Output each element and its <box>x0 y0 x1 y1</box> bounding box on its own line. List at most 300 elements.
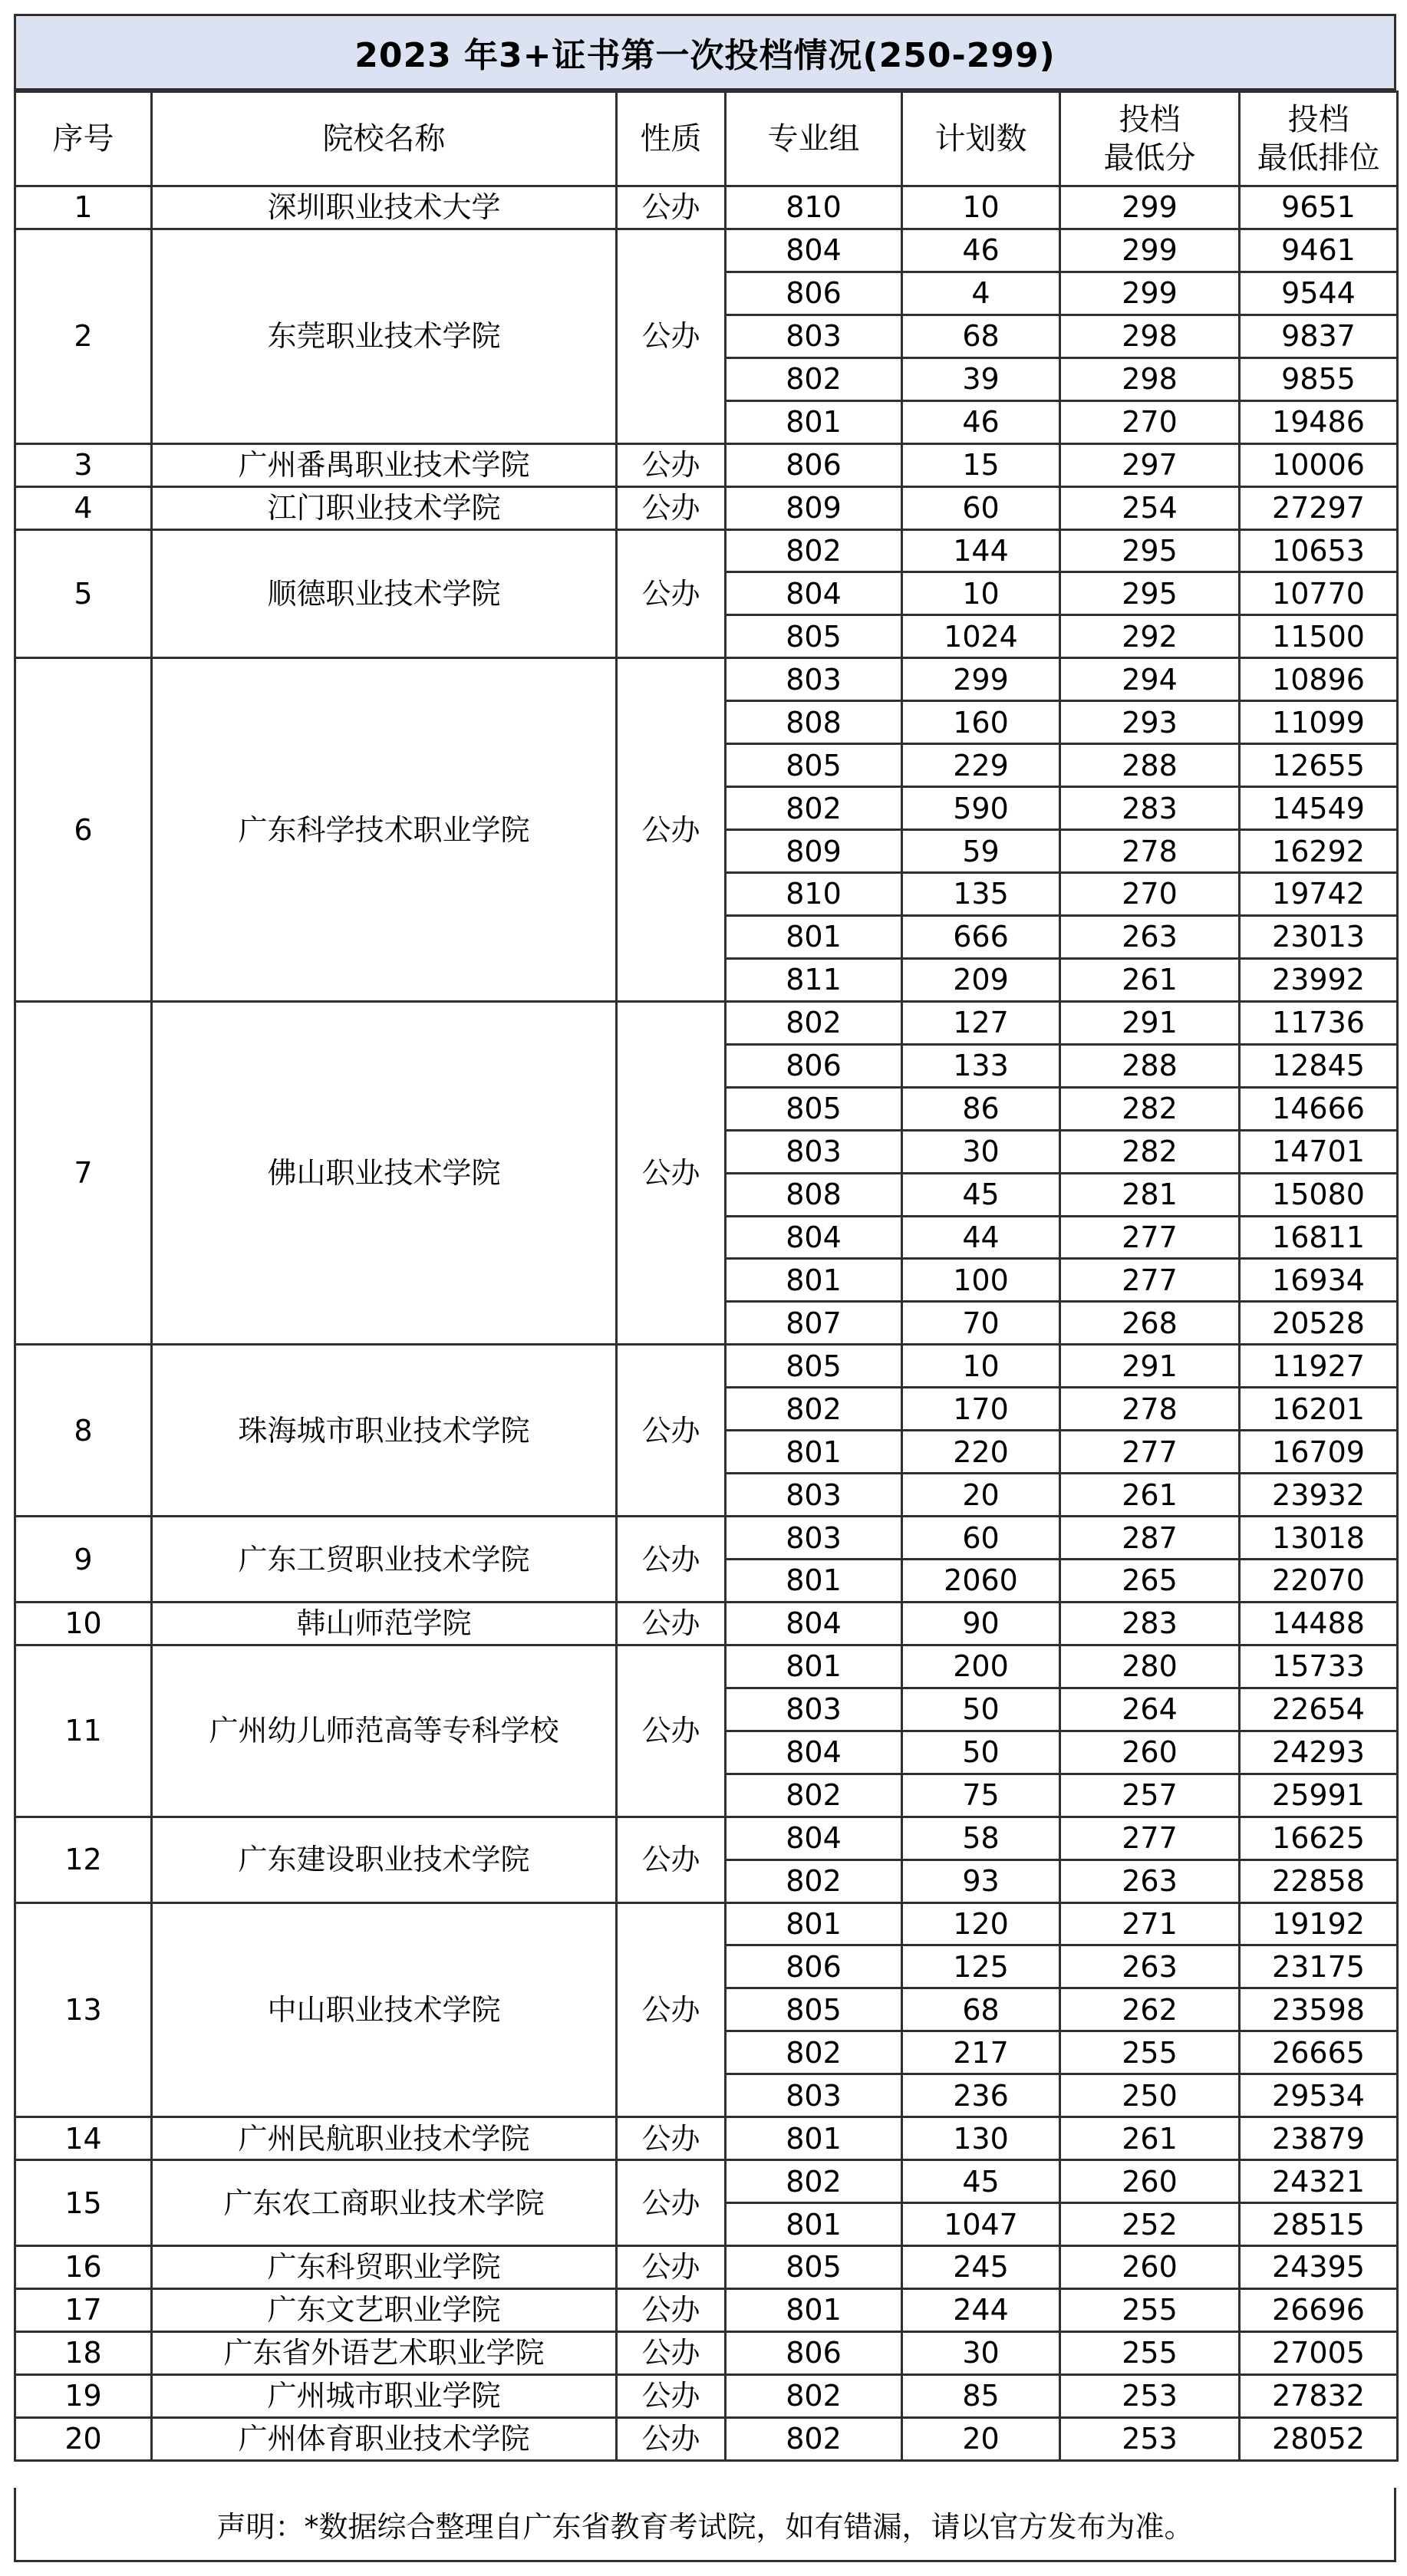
seq-cell: 9 <box>15 1517 152 1603</box>
major-group-cell: 801 <box>726 1431 902 1474</box>
min-rank-cell: 12655 <box>1240 744 1398 787</box>
min-score-cell: 282 <box>1060 1087 1240 1130</box>
min-score-cell: 278 <box>1060 1388 1240 1431</box>
min-rank-cell: 27005 <box>1240 2331 1398 2374</box>
nature-cell: 公办 <box>617 443 726 486</box>
major-group-cell: 805 <box>726 615 902 658</box>
min-rank-cell: 16292 <box>1240 830 1398 873</box>
min-rank-cell: 23175 <box>1240 1945 1398 1988</box>
plan-count-cell: 60 <box>902 486 1060 529</box>
school-name-cell: 韩山师范学院 <box>152 1602 617 1645</box>
major-group-cell: 802 <box>726 2160 902 2203</box>
major-group-cell: 802 <box>726 787 902 830</box>
table-row <box>15 2246 1398 2289</box>
nature-cell: 公办 <box>617 486 726 529</box>
major-group-cell: 806 <box>726 1044 902 1087</box>
major-group-cell: 804 <box>726 1216 902 1259</box>
major-group-cell: 801 <box>726 1560 902 1603</box>
school-name-cell: 珠海城市职业技术学院 <box>152 1345 617 1517</box>
min-score-cell: 260 <box>1060 2160 1240 2203</box>
plan-count-cell: 45 <box>902 2160 1060 2203</box>
min-rank-cell: 16934 <box>1240 1259 1398 1302</box>
major-group-cell: 809 <box>726 830 902 873</box>
min-score-cell: 261 <box>1060 1474 1240 1517</box>
table-row <box>15 1001 1398 1044</box>
plan-count-cell: 20 <box>902 2417 1060 2460</box>
plan-count-cell: 100 <box>902 1259 1060 1302</box>
min-score-cell: 255 <box>1060 2331 1240 2374</box>
min-score-cell: 262 <box>1060 1988 1240 2031</box>
plan-count-cell: 15 <box>902 443 1060 486</box>
plan-count-cell: 50 <box>902 1688 1060 1731</box>
plan-count-cell: 220 <box>902 1431 1060 1474</box>
plan-count-cell: 144 <box>902 529 1060 572</box>
min-rank-cell: 24321 <box>1240 2160 1398 2203</box>
major-group-cell: 801 <box>726 2288 902 2331</box>
seq-cell: 10 <box>15 1602 152 1645</box>
seq-cell: 15 <box>15 2160 152 2246</box>
table-row <box>15 658 1398 701</box>
school-name-cell: 广州民航职业技术学院 <box>152 2117 617 2160</box>
school-name-cell: 广东工贸职业技术学院 <box>152 1517 617 1603</box>
min-score-cell: 271 <box>1060 1902 1240 1945</box>
school-name-cell: 广东农工商职业技术学院 <box>152 2160 617 2246</box>
min-score-cell: 257 <box>1060 1774 1240 1817</box>
header-min-score-line1: 投档 <box>1119 102 1181 137</box>
nature-cell: 公办 <box>617 2374 726 2417</box>
school-name-cell: 广州体育职业技术学院 <box>152 2417 617 2460</box>
plan-count-cell: 590 <box>902 787 1060 830</box>
min-rank-cell: 14488 <box>1240 1602 1398 1645</box>
min-rank-cell: 19742 <box>1240 873 1398 916</box>
plan-count-cell: 244 <box>902 2288 1060 2331</box>
major-group-cell: 804 <box>726 572 902 615</box>
min-score-cell: 287 <box>1060 1517 1240 1560</box>
min-rank-cell: 11736 <box>1240 1001 1398 1044</box>
plan-count-cell: 200 <box>902 1645 1060 1688</box>
min-rank-cell: 10896 <box>1240 658 1398 701</box>
min-rank-cell: 22070 <box>1240 1560 1398 1603</box>
min-rank-cell: 23013 <box>1240 915 1398 958</box>
plan-count-cell: 20 <box>902 1474 1060 1517</box>
nature-cell: 公办 <box>617 1001 726 1345</box>
min-score-cell: 280 <box>1060 1645 1240 1688</box>
min-score-cell: 277 <box>1060 1216 1240 1259</box>
admission-table <box>14 91 1399 2462</box>
min-rank-cell: 11099 <box>1240 701 1398 744</box>
nature-cell: 公办 <box>617 2117 726 2160</box>
table-row <box>15 1345 1398 1388</box>
plan-count-cell: 75 <box>902 1774 1060 1817</box>
min-score-cell: 264 <box>1060 1688 1240 1731</box>
school-name-cell: 佛山职业技术学院 <box>152 1001 617 1345</box>
min-score-cell: 281 <box>1060 1173 1240 1216</box>
major-group-cell: 806 <box>726 1945 902 1988</box>
major-group-cell: 806 <box>726 272 902 315</box>
min-rank-cell: 23598 <box>1240 1988 1398 2031</box>
seq-cell: 14 <box>15 2117 152 2160</box>
min-rank-cell: 16811 <box>1240 1216 1398 1259</box>
min-rank-cell: 15080 <box>1240 1173 1398 1216</box>
min-score-cell: 255 <box>1060 2031 1240 2074</box>
seq-cell: 12 <box>15 1817 152 1902</box>
plan-count-cell: 68 <box>902 315 1060 357</box>
header-min-score <box>1060 92 1240 186</box>
major-group-cell: 802 <box>726 2417 902 2460</box>
plan-count-cell: 170 <box>902 1388 1060 1431</box>
plan-count-cell: 135 <box>902 873 1060 916</box>
plan-count-cell: 229 <box>902 744 1060 787</box>
nature-cell: 公办 <box>617 2246 726 2289</box>
school-name-cell: 广东文艺职业学院 <box>152 2288 617 2331</box>
min-score-cell: 253 <box>1060 2417 1240 2460</box>
min-rank-cell: 10653 <box>1240 529 1398 572</box>
nature-cell: 公办 <box>617 1902 726 2117</box>
min-rank-cell: 28052 <box>1240 2417 1398 2460</box>
major-group-cell: 801 <box>726 2203 902 2246</box>
plan-count-cell: 46 <box>902 229 1060 272</box>
plan-count-cell: 70 <box>902 1302 1060 1345</box>
table-row <box>15 2331 1398 2374</box>
min-score-cell: 298 <box>1060 315 1240 357</box>
min-score-cell: 277 <box>1060 1259 1240 1302</box>
major-group-cell: 802 <box>726 1388 902 1431</box>
min-score-cell: 299 <box>1060 272 1240 315</box>
table-title: 2023 年3+证书第一次投档情况(250-299) <box>14 14 1396 91</box>
major-group-cell: 805 <box>726 2246 902 2289</box>
min-score-cell: 250 <box>1060 2074 1240 2117</box>
min-score-cell: 252 <box>1060 2203 1240 2246</box>
nature-cell: 公办 <box>617 1645 726 1817</box>
min-score-cell: 261 <box>1060 958 1240 1001</box>
min-score-cell: 270 <box>1060 873 1240 916</box>
min-score-cell: 260 <box>1060 2246 1240 2289</box>
min-score-cell: 294 <box>1060 658 1240 701</box>
min-rank-cell: 14666 <box>1240 1087 1398 1130</box>
header-major-group: 专业组 <box>726 92 902 186</box>
min-score-cell: 277 <box>1060 1817 1240 1860</box>
min-rank-cell: 20528 <box>1240 1302 1398 1345</box>
min-rank-cell: 27297 <box>1240 486 1398 529</box>
plan-count-cell: 4 <box>902 272 1060 315</box>
major-group-cell: 802 <box>726 1001 902 1044</box>
major-group-cell: 801 <box>726 400 902 443</box>
table-row <box>15 186 1398 229</box>
min-score-cell: 291 <box>1060 1001 1240 1044</box>
min-rank-cell: 11927 <box>1240 1345 1398 1388</box>
major-group-cell: 811 <box>726 958 902 1001</box>
major-group-cell: 808 <box>726 1173 902 1216</box>
school-name-cell: 广东省外语艺术职业学院 <box>152 2331 617 2374</box>
plan-count-cell: 236 <box>902 2074 1060 2117</box>
header-min-rank-line2: 最低排位 <box>1257 140 1380 176</box>
school-name-cell: 广东建设职业技术学院 <box>152 1817 617 1902</box>
min-rank-cell: 9651 <box>1240 186 1398 229</box>
major-group-cell: 803 <box>726 1688 902 1731</box>
plan-count-cell: 59 <box>902 830 1060 873</box>
school-name-cell: 东莞职业技术学院 <box>152 229 617 443</box>
min-rank-cell: 10770 <box>1240 572 1398 615</box>
header-min-rank <box>1240 92 1398 186</box>
table-row <box>15 2117 1398 2160</box>
seq-cell: 7 <box>15 1001 152 1345</box>
major-group-cell: 804 <box>726 1602 902 1645</box>
major-group-cell: 802 <box>726 357 902 400</box>
min-rank-cell: 16625 <box>1240 1817 1398 1860</box>
plan-count-cell: 666 <box>902 915 1060 958</box>
major-group-cell: 807 <box>726 1302 902 1345</box>
header-min-rank-line1: 投档 <box>1287 102 1349 137</box>
major-group-cell: 802 <box>726 2374 902 2417</box>
min-score-cell: 261 <box>1060 2117 1240 2160</box>
seq-cell: 1 <box>15 186 152 229</box>
min-score-cell: 292 <box>1060 615 1240 658</box>
min-score-cell: 283 <box>1060 1602 1240 1645</box>
disclaimer-footer: 声明：*数据综合整理自广东省教育考试院，如有错漏，请以官方发布为准。 <box>14 2488 1396 2562</box>
nature-cell: 公办 <box>617 658 726 1002</box>
min-rank-cell: 22858 <box>1240 1860 1398 1902</box>
min-score-cell: 288 <box>1060 1044 1240 1087</box>
seq-cell: 19 <box>15 2374 152 2417</box>
min-score-cell: 253 <box>1060 2374 1240 2417</box>
school-name-cell: 广州幼儿师范高等专科学校 <box>152 1645 617 1817</box>
plan-count-cell: 299 <box>902 658 1060 701</box>
seq-cell: 8 <box>15 1345 152 1517</box>
school-name-cell: 江门职业技术学院 <box>152 486 617 529</box>
major-group-cell: 805 <box>726 1988 902 2031</box>
seq-cell: 11 <box>15 1645 152 1817</box>
min-rank-cell: 16201 <box>1240 1388 1398 1431</box>
min-score-cell: 297 <box>1060 443 1240 486</box>
plan-count-cell: 217 <box>902 2031 1060 2074</box>
major-group-cell: 803 <box>726 1130 902 1173</box>
min-score-cell: 263 <box>1060 1945 1240 1988</box>
header-school-name: 院校名称 <box>152 92 617 186</box>
plan-count-cell: 245 <box>902 2246 1060 2289</box>
min-rank-cell: 24293 <box>1240 1731 1398 1774</box>
min-rank-cell: 27832 <box>1240 2374 1398 2417</box>
plan-count-cell: 160 <box>902 701 1060 744</box>
min-rank-cell: 26696 <box>1240 2288 1398 2331</box>
table-row <box>15 1817 1398 1860</box>
min-rank-cell: 16709 <box>1240 1431 1398 1474</box>
table-row <box>15 443 1398 486</box>
table-row <box>15 2288 1398 2331</box>
nature-cell: 公办 <box>617 229 726 443</box>
min-score-cell: 283 <box>1060 787 1240 830</box>
plan-count-cell: 39 <box>902 357 1060 400</box>
table-row <box>15 529 1398 572</box>
seq-cell: 13 <box>15 1902 152 2117</box>
min-rank-cell: 9461 <box>1240 229 1398 272</box>
min-score-cell: 254 <box>1060 486 1240 529</box>
table-body <box>15 186 1398 2461</box>
min-score-cell: 255 <box>1060 2288 1240 2331</box>
plan-count-cell: 93 <box>902 1860 1060 1902</box>
nature-cell: 公办 <box>617 1517 726 1603</box>
nature-cell: 公办 <box>617 2160 726 2246</box>
plan-count-cell: 68 <box>902 1988 1060 2031</box>
major-group-cell: 804 <box>726 229 902 272</box>
min-rank-cell: 14701 <box>1240 1130 1398 1173</box>
seq-cell: 18 <box>15 2331 152 2374</box>
min-rank-cell: 29534 <box>1240 2074 1398 2117</box>
header-seq: 序号 <box>15 92 152 186</box>
table-row <box>15 2160 1398 2203</box>
min-rank-cell: 19486 <box>1240 400 1398 443</box>
seq-cell: 2 <box>15 229 152 443</box>
min-score-cell: 298 <box>1060 357 1240 400</box>
header-min-score-line2: 最低分 <box>1103 140 1196 176</box>
major-group-cell: 804 <box>726 1731 902 1774</box>
header-plan-count: 计划数 <box>902 92 1060 186</box>
plan-count-cell: 90 <box>902 1602 1060 1645</box>
min-rank-cell: 24395 <box>1240 2246 1398 2289</box>
school-name-cell: 广州城市职业学院 <box>152 2374 617 2417</box>
table-row <box>15 1602 1398 1645</box>
min-score-cell: 265 <box>1060 1560 1240 1603</box>
min-rank-cell: 19192 <box>1240 1902 1398 1945</box>
school-name-cell: 广东科贸职业学院 <box>152 2246 617 2289</box>
seq-cell: 6 <box>15 658 152 1002</box>
nature-cell: 公办 <box>617 186 726 229</box>
plan-count-cell: 46 <box>902 400 1060 443</box>
major-group-cell: 805 <box>726 1087 902 1130</box>
major-group-cell: 805 <box>726 744 902 787</box>
plan-count-cell: 2060 <box>902 1560 1060 1603</box>
plan-count-cell: 50 <box>902 1731 1060 1774</box>
min-rank-cell: 23932 <box>1240 1474 1398 1517</box>
major-group-cell: 802 <box>726 2031 902 2074</box>
min-score-cell: 299 <box>1060 186 1240 229</box>
seq-cell: 5 <box>15 529 152 658</box>
major-group-cell: 801 <box>726 1902 902 1945</box>
major-group-cell: 801 <box>726 1645 902 1688</box>
plan-count-cell: 133 <box>902 1044 1060 1087</box>
min-rank-cell: 9544 <box>1240 272 1398 315</box>
plan-count-cell: 1024 <box>902 615 1060 658</box>
min-score-cell: 282 <box>1060 1130 1240 1173</box>
table-row <box>15 2417 1398 2460</box>
table-row <box>15 229 1398 272</box>
plan-count-cell: 120 <box>902 1902 1060 1945</box>
min-rank-cell: 23879 <box>1240 2117 1398 2160</box>
min-rank-cell: 9837 <box>1240 315 1398 357</box>
min-score-cell: 293 <box>1060 701 1240 744</box>
min-rank-cell: 28515 <box>1240 2203 1398 2246</box>
seq-cell: 20 <box>15 2417 152 2460</box>
nature-cell: 公办 <box>617 1817 726 1902</box>
school-name-cell: 深圳职业技术大学 <box>152 186 617 229</box>
nature-cell: 公办 <box>617 1345 726 1517</box>
min-score-cell: 270 <box>1060 400 1240 443</box>
major-group-cell: 808 <box>726 701 902 744</box>
major-group-cell: 802 <box>726 1860 902 1902</box>
min-score-cell: 260 <box>1060 1731 1240 1774</box>
min-rank-cell: 15733 <box>1240 1645 1398 1688</box>
plan-count-cell: 58 <box>902 1817 1060 1860</box>
min-rank-cell: 14549 <box>1240 787 1398 830</box>
major-group-cell: 805 <box>726 1345 902 1388</box>
plan-count-cell: 1047 <box>902 2203 1060 2246</box>
min-score-cell: 263 <box>1060 915 1240 958</box>
plan-count-cell: 10 <box>902 186 1060 229</box>
major-group-cell: 801 <box>726 1259 902 1302</box>
plan-count-cell: 125 <box>902 1945 1060 1988</box>
nature-cell: 公办 <box>617 2331 726 2374</box>
min-rank-cell: 11500 <box>1240 615 1398 658</box>
plan-count-cell: 30 <box>902 1130 1060 1173</box>
school-name-cell: 广州番禺职业技术学院 <box>152 443 617 486</box>
min-score-cell: 268 <box>1060 1302 1240 1345</box>
plan-count-cell: 127 <box>902 1001 1060 1044</box>
plan-count-cell: 45 <box>902 1173 1060 1216</box>
major-group-cell: 806 <box>726 2331 902 2374</box>
plan-count-cell: 60 <box>902 1517 1060 1560</box>
plan-count-cell: 30 <box>902 2331 1060 2374</box>
header-nature: 性质 <box>617 92 726 186</box>
plan-count-cell: 44 <box>902 1216 1060 1259</box>
nature-cell: 公办 <box>617 2288 726 2331</box>
min-score-cell: 295 <box>1060 529 1240 572</box>
table-row <box>15 2374 1398 2417</box>
table-header <box>15 92 1398 186</box>
min-score-cell: 278 <box>1060 830 1240 873</box>
seq-cell: 16 <box>15 2246 152 2289</box>
min-score-cell: 288 <box>1060 744 1240 787</box>
min-rank-cell: 22654 <box>1240 1688 1398 1731</box>
major-group-cell: 803 <box>726 315 902 357</box>
plan-count-cell: 86 <box>902 1087 1060 1130</box>
plan-count-cell: 10 <box>902 572 1060 615</box>
major-group-cell: 802 <box>726 1774 902 1817</box>
table-row <box>15 1902 1398 1945</box>
nature-cell: 公办 <box>617 2417 726 2460</box>
school-name-cell: 广东科学技术职业学院 <box>152 658 617 1002</box>
seq-cell: 3 <box>15 443 152 486</box>
table-row <box>15 1645 1398 1688</box>
major-group-cell: 804 <box>726 1817 902 1860</box>
min-score-cell: 291 <box>1060 1345 1240 1388</box>
header-row <box>15 92 1398 186</box>
plan-count-cell: 130 <box>902 2117 1060 2160</box>
major-group-cell: 810 <box>726 186 902 229</box>
major-group-cell: 810 <box>726 873 902 916</box>
min-rank-cell: 23992 <box>1240 958 1398 1001</box>
min-score-cell: 299 <box>1060 229 1240 272</box>
plan-count-cell: 10 <box>902 1345 1060 1388</box>
major-group-cell: 801 <box>726 2117 902 2160</box>
plan-count-cell: 85 <box>902 2374 1060 2417</box>
nature-cell: 公办 <box>617 1602 726 1645</box>
plan-count-cell: 209 <box>902 958 1060 1001</box>
seq-cell: 17 <box>15 2288 152 2331</box>
school-name-cell: 中山职业技术学院 <box>152 1902 617 2117</box>
min-score-cell: 277 <box>1060 1431 1240 1474</box>
min-rank-cell: 10006 <box>1240 443 1398 486</box>
major-group-cell: 801 <box>726 915 902 958</box>
major-group-cell: 802 <box>726 529 902 572</box>
major-group-cell: 806 <box>726 443 902 486</box>
major-group-cell: 803 <box>726 658 902 701</box>
nature-cell: 公办 <box>617 529 726 658</box>
min-rank-cell: 25991 <box>1240 1774 1398 1817</box>
min-score-cell: 295 <box>1060 572 1240 615</box>
table-row <box>15 486 1398 529</box>
min-score-cell: 263 <box>1060 1860 1240 1902</box>
major-group-cell: 803 <box>726 2074 902 2117</box>
table-row <box>15 1517 1398 1560</box>
